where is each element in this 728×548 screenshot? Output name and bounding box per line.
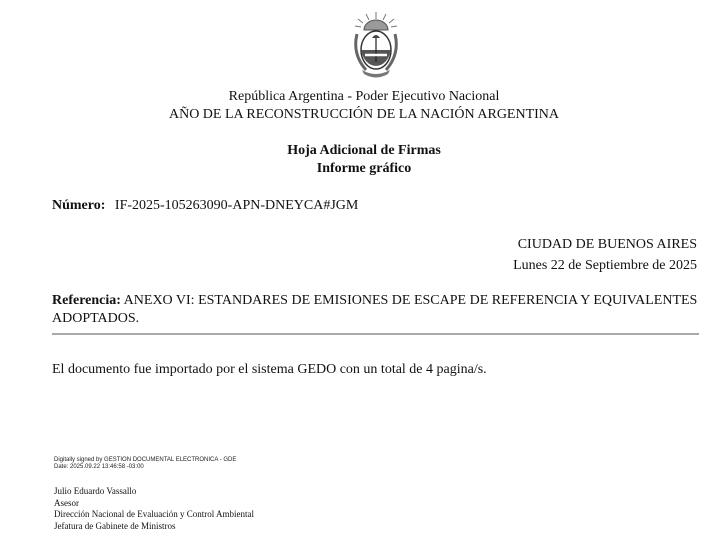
- signer-block: [54, 486, 254, 532]
- reference-label: Referencia:: [52, 293, 121, 308]
- reference-text: ANEXO VI: ESTANDARES DE EMISIONES DE ESCAPE DE REFERENCIA Y EQUIVALENTES ADOPTADOS.: [52, 293, 698, 326]
- header-government-line: República Argentina - Poder Ejecutivo Nacional: [228, 89, 500, 104]
- document-number: [52, 198, 358, 214]
- signer-name: Julio Eduardo Vassallo: [54, 486, 137, 496]
- digital-signature-stamp: [54, 457, 236, 471]
- signature-stamp-signer: Digitally signed by GESTION DOCUMENTAL ELECTRONICA - GDE: [54, 457, 237, 463]
- signer-office: Dirección Nacional de Evaluación y Control Ambiental: [54, 509, 254, 519]
- signer-role: Asesor: [54, 497, 79, 508]
- divider: [52, 333, 699, 335]
- signer-department: Jefatura de Gabinete de Ministros: [54, 520, 176, 531]
- sheet-title: Hoja Adicional de Firmas: [287, 143, 441, 158]
- date: Lunes 22 de Septiembre de 2025: [513, 258, 697, 273]
- header-year-motto: AÑO DE LA RECONSTRUCCIÓN DE LA NACIÓN ARGENTINA: [168, 107, 560, 122]
- city: CIUDAD DE BUENOS AIRES: [517, 237, 697, 252]
- coat-of-arms-icon: [350, 10, 402, 82]
- sheet-subtitle: Informe gráfico: [316, 161, 412, 176]
- document-number-value: IF-2025-105263090-APN-DNEYCA#JGM: [114, 198, 359, 213]
- body-text: El documento fue importado por el sistema GEDO con un total de 4 pagina/s.: [52, 362, 487, 377]
- document-number-label: Número:: [52, 198, 106, 213]
- signature-stamp-date: Date: 2025.09.22 13:46:58 -03:00: [54, 464, 144, 470]
- reference: [52, 292, 702, 328]
